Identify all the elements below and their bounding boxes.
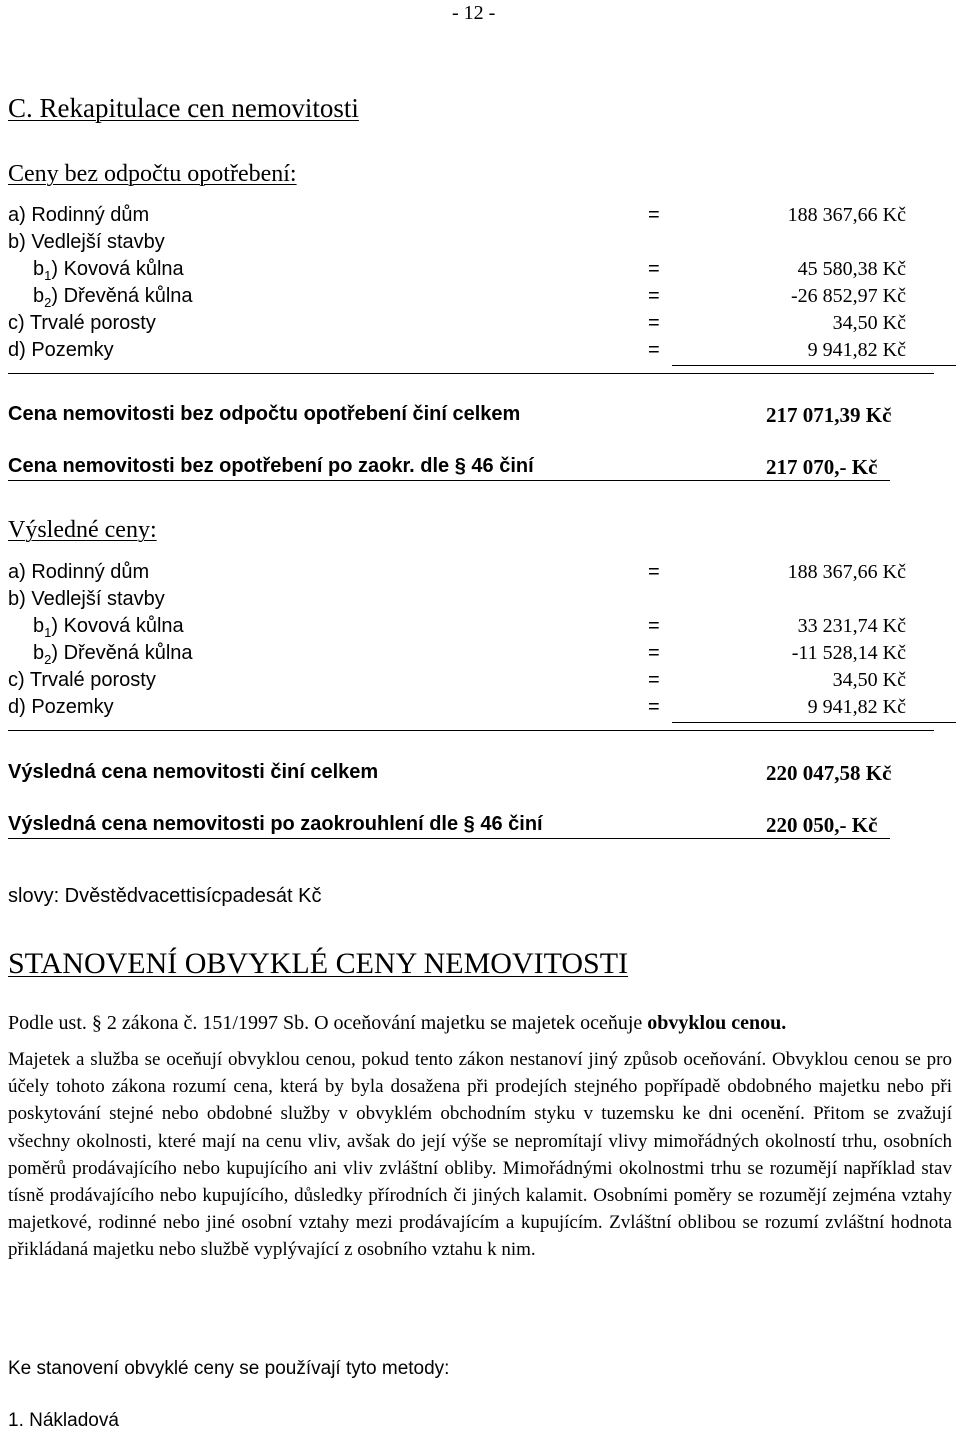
label-subscript: 1 bbox=[44, 268, 52, 283]
result-total-label: Výsledná cena nemovitosti činí celkem bbox=[8, 761, 379, 783]
methods-intro: Ke stanovení obvyklé ceny se používají tyto metody: bbox=[8, 1358, 450, 1379]
label-subscript: 2 bbox=[44, 295, 52, 310]
no-wear-sum-rule-secondary bbox=[8, 373, 934, 374]
no-wear-total-label: Cena nemovitosti bez odpočtu opotřebení činí celkem bbox=[8, 403, 521, 425]
page-number: - 12 - bbox=[452, 2, 496, 24]
result-row-wood-shed-label bbox=[33, 642, 193, 665]
no-wear-row-land-eq: = bbox=[648, 339, 660, 361]
result-rounded-underline bbox=[8, 838, 890, 839]
law-reference bbox=[8, 1012, 786, 1035]
no-wear-row-metal-shed-eq: = bbox=[648, 258, 660, 280]
label-prefix: b bbox=[33, 285, 45, 307]
no-wear-row-vegetation-label: c) Trvalé porosty bbox=[8, 312, 156, 334]
result-rounded-value: 220 050,- Kč bbox=[766, 813, 878, 837]
price-in-words: slovy: Dvěstědvacettisícpadesát Kč bbox=[8, 885, 322, 907]
usual-price-paragraph bbox=[8, 1046, 952, 1264]
label-subscript: 1 bbox=[44, 625, 52, 640]
result-row-wood-shed-value: -11 528,14 Kč bbox=[791, 642, 906, 664]
label-prefix: b bbox=[33, 615, 45, 637]
label-rest: ) Dřevěná kůlna bbox=[51, 285, 193, 307]
result-row-vegetation-value: 34,50 Kč bbox=[832, 669, 906, 691]
no-wear-row-vegetation-eq: = bbox=[648, 312, 660, 334]
no-wear-heading: Ceny bez odpočtu opotřebení: bbox=[8, 161, 297, 187]
no-wear-row-land-label: d) Pozemky bbox=[8, 339, 114, 361]
label-rest: ) Dřevěná kůlna bbox=[51, 642, 193, 664]
no-wear-row-house-value: 188 367,66 Kč bbox=[787, 204, 906, 226]
no-wear-row-wood-shed-label bbox=[33, 285, 193, 308]
result-row-metal-shed-value: 33 231,74 Kč bbox=[797, 615, 906, 637]
label-prefix: b bbox=[33, 642, 45, 664]
result-row-outbuildings-label: b) Vedlejší stavby bbox=[8, 588, 165, 610]
no-wear-row-metal-shed-label bbox=[33, 258, 184, 281]
no-wear-rounded-underline bbox=[8, 480, 890, 481]
usual-price-heading: STANOVENÍ OBVYKLÉ CENY NEMOVITOSTI bbox=[8, 947, 629, 980]
no-wear-row-land-value: 9 941,82 Kč bbox=[807, 339, 906, 361]
law-reference-text: Podle ust. § 2 zákona č. 151/1997 Sb. O oceňování majetku se majetek oceňuje bbox=[8, 1012, 648, 1034]
no-wear-rounded-value: 217 070,- Kč bbox=[766, 455, 878, 479]
label-prefix: b bbox=[33, 258, 45, 280]
result-sum-rule bbox=[672, 722, 956, 723]
result-total-value: 220 047,58 Kč bbox=[766, 761, 892, 785]
result-row-land-value: 9 941,82 Kč bbox=[807, 696, 906, 718]
no-wear-total-value: 217 071,39 Kč bbox=[766, 403, 892, 427]
result-row-metal-shed-eq: = bbox=[648, 615, 660, 637]
result-row-land-eq: = bbox=[648, 696, 660, 718]
no-wear-rounded-label: Cena nemovitosti bez opotřebení po zaokr. dle § 46 činí bbox=[8, 455, 534, 477]
no-wear-row-metal-shed-value: 45 580,38 Kč bbox=[797, 258, 906, 280]
result-row-house-label: a) Rodinný dům bbox=[8, 561, 150, 583]
label-rest: ) Kovová kůlna bbox=[51, 258, 184, 280]
no-wear-sum-rule bbox=[672, 365, 956, 366]
result-heading: Výsledné ceny: bbox=[8, 517, 157, 543]
no-wear-row-house-eq: = bbox=[648, 204, 660, 226]
result-row-house-eq: = bbox=[648, 561, 660, 583]
no-wear-row-house-label: a) Rodinný dům bbox=[8, 204, 150, 226]
label-subscript: 2 bbox=[44, 652, 52, 667]
no-wear-row-vegetation-value: 34,50 Kč bbox=[832, 312, 906, 334]
method-item-1: 1. Nákladová bbox=[8, 1410, 119, 1431]
label-rest: ) Kovová kůlna bbox=[51, 615, 184, 637]
no-wear-row-wood-shed-value: -26 852,97 Kč bbox=[791, 285, 906, 307]
law-reference-bold: obvyklou cenou. bbox=[647, 1012, 787, 1034]
section-title: C. Rekapitulace cen nemovitosti bbox=[8, 93, 359, 123]
result-row-house-value: 188 367,66 Kč bbox=[787, 561, 906, 583]
result-rounded-label: Výsledná cena nemovitosti po zaokrouhlení dle § 46 činí bbox=[8, 813, 543, 835]
no-wear-row-outbuildings-label: b) Vedlejší stavby bbox=[8, 231, 165, 253]
paragraph-text: Majetek a služba se oceňují obvyklou cenou, pokud tento zákon nestanoví jiný způsob oceňování. Obvyklou cenou se pro účely tohoto zákona rozumí cena, která by byla dosažena při prodejích stejného popřípadě obdobného majetku nebo při poskytování stejné nebo obdobné služby v obvyklém obchodním styku v tuzemsku ke dni ocenění. Přitom se zvažují všechny okolnosti, které mají na cenu vliv, avšak do její výše se nepromítají vlivy mimořádných okolností trhu, osobních poměrů prodávajícího nebo kupujícího ani vliv zvláštní obliby. Mimořádnými okolnostmi trhu se rozumějí například stav tísně prodávajícího nebo kupujícího, důsledky přírodních či jiných kalamit. Osobními poměry se rozumějí zejména vztahy majetkové, rodinné nebo jiné osobní vztahy mezi prodávajícím a kupujícím. Zvláštní oblibou se rozumí zvláštní hodnota přikládaná majetku nebo službě vyplývající z osobního vztahu k nim. bbox=[8, 1049, 952, 1261]
result-row-land-label: d) Pozemky bbox=[8, 696, 114, 718]
result-row-vegetation-eq: = bbox=[648, 669, 660, 691]
result-row-vegetation-label: c) Trvalé porosty bbox=[8, 669, 156, 691]
result-row-metal-shed-label bbox=[33, 615, 184, 638]
no-wear-row-wood-shed-eq: = bbox=[648, 285, 660, 307]
result-sum-rule-secondary bbox=[8, 730, 934, 731]
result-row-wood-shed-eq: = bbox=[648, 642, 660, 664]
